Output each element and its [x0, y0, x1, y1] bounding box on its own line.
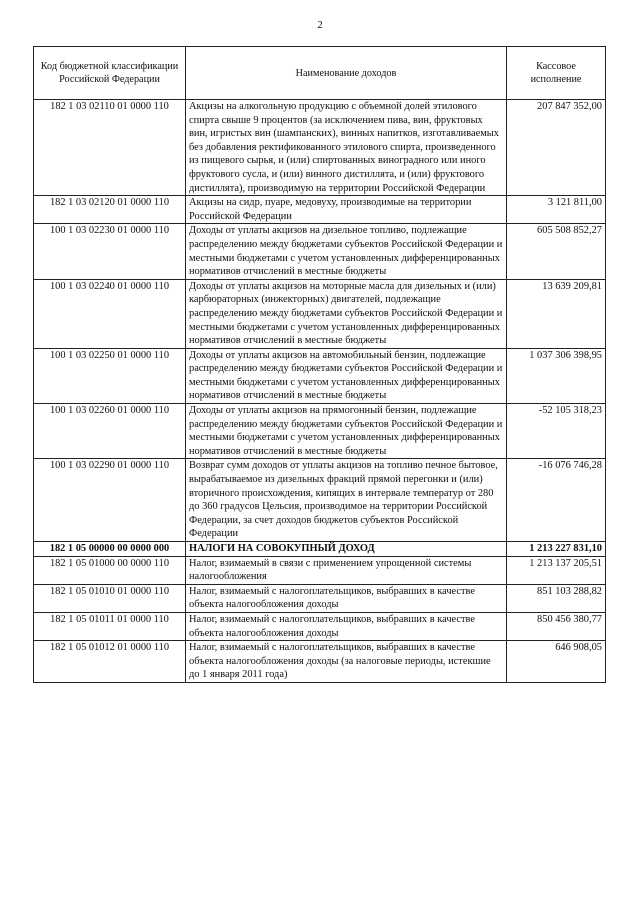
table-row: [34, 584, 606, 612]
row-name: Налог, взимаемый в связи с применением упрощенной системы налогообложения: [186, 556, 507, 584]
row-code: 182 1 05 01012 01 0000 110: [34, 641, 186, 683]
table-row: [34, 459, 606, 542]
row-name: Налог, взимаемый с налогоплательщиков, выбравших в качестве объекта налогообложения доходы: [186, 612, 507, 640]
row-amount: 1 213 227 831,10: [507, 542, 606, 557]
row-amount: 605 508 852,27: [507, 224, 606, 279]
row-amount: 850 456 380,77: [507, 612, 606, 640]
row-name: Акцизы на алкогольную продукцию с объемной долей этилового спирта свыше 9 процентов (за исключением пива, вин, фруктовых вин, игристых вин (шампанских), винных напитков, изготавливаемых без добавления ректификованного этилового спирта, произведенного из пищевого сырья, и (или) спиртованных виноградного или иного фруктового сусла, и (или) винного дистиллята, и (или) фруктового дистиллята), производимую на территории Российской Федерации: [186, 100, 507, 196]
table-row: [34, 542, 606, 557]
row-amount: 207 847 352,00: [507, 100, 606, 196]
header-name: Наименование доходов: [186, 47, 507, 100]
income-table: [33, 46, 606, 683]
table-body: [34, 100, 606, 683]
row-amount: 1 213 137 205,51: [507, 556, 606, 584]
row-name: НАЛОГИ НА СОВОКУПНЫЙ ДОХОД: [186, 542, 507, 557]
table-row: [34, 641, 606, 683]
row-code: 100 1 03 02250 01 0000 110: [34, 348, 186, 403]
row-amount: -52 105 318,23: [507, 404, 606, 459]
table-row: [34, 348, 606, 403]
row-name: Доходы от уплаты акцизов на прямогонный бензин, подлежащие распределению между бюджетами субъектов Российской Федерации и местными бюджетами с учетом установленных дифференцированных нормативов отчислений в местные бюджеты: [186, 404, 507, 459]
row-amount: 1 037 306 398,95: [507, 348, 606, 403]
table-header-row: [34, 47, 606, 100]
row-name: Доходы от уплаты акцизов на автомобильный бензин, подлежащие распределению между бюджетами субъектов Российской Федерации и местными бюджетами с учетом установленных дифференцированных нормативов отчислений в местные бюджеты: [186, 348, 507, 403]
table-row: [34, 196, 606, 224]
row-code: 100 1 03 02290 01 0000 110: [34, 459, 186, 542]
row-name: Доходы от уплаты акцизов на дизельное топливо, подлежащие распределению между бюджетами субъектов Российской Федерации и местными бюджетами с учетом установленных дифференцированных нормативов отчислений в местные бюджеты: [186, 224, 507, 279]
row-name: Доходы от уплаты акцизов на моторные масла для дизельных и (или) карбюраторных (инжекторных) двигателей, подлежащие распределению между бюджетами субъектов Российской Федерации и местными бюджетами с учетом установленных дифференцированных нормативов отчислений в местные бюджеты: [186, 279, 507, 348]
row-name: Возврат сумм доходов от уплаты акцизов на топливо печное бытовое, вырабатываемое из дизельных фракций прямой перегонки и (или) вторичного происхождения, кипящих в интервале температур от 280 до 360 градусов Цельсия, производимое на территории Российской Федерации, за счет доходов бюджетов субъектов Российской Федерации: [186, 459, 507, 542]
row-name: Налог, взимаемый с налогоплательщиков, выбравших в качестве объекта налогообложения доходы (за налоговые периоды, истекшие до 1 января 2011 года): [186, 641, 507, 683]
header-code: Код бюджетной классификации Российской Федерации: [34, 47, 186, 100]
row-amount: -16 076 746,28: [507, 459, 606, 542]
row-code: 182 1 05 01011 01 0000 110: [34, 612, 186, 640]
table-row: [34, 556, 606, 584]
row-code: 182 1 03 02120 01 0000 110: [34, 196, 186, 224]
table-row: [34, 279, 606, 348]
row-amount: 13 639 209,81: [507, 279, 606, 348]
row-amount: 646 908,05: [507, 641, 606, 683]
row-name: Акцизы на сидр, пуаре, медовуху, производимые на территории Российской Федерации: [186, 196, 507, 224]
row-code: 182 1 05 00000 00 0000 000: [34, 542, 186, 557]
row-code: 100 1 03 02230 01 0000 110: [34, 224, 186, 279]
row-code: 100 1 03 02260 01 0000 110: [34, 404, 186, 459]
table-row: [34, 100, 606, 196]
table-row: [34, 224, 606, 279]
row-amount: 851 103 288,82: [507, 584, 606, 612]
row-code: 100 1 03 02240 01 0000 110: [34, 279, 186, 348]
page-number: 2: [317, 19, 323, 31]
row-code: 182 1 05 01000 00 0000 110: [34, 556, 186, 584]
row-name: Налог, взимаемый с налогоплательщиков, выбравших в качестве объекта налогообложения доходы: [186, 584, 507, 612]
row-code: 182 1 03 02110 01 0000 110: [34, 100, 186, 196]
row-code: 182 1 05 01010 01 0000 110: [34, 584, 186, 612]
table-row: [34, 612, 606, 640]
table-row: [34, 404, 606, 459]
row-amount: 3 121 811,00: [507, 196, 606, 224]
header-amount: Кассовое исполнение: [507, 47, 606, 100]
